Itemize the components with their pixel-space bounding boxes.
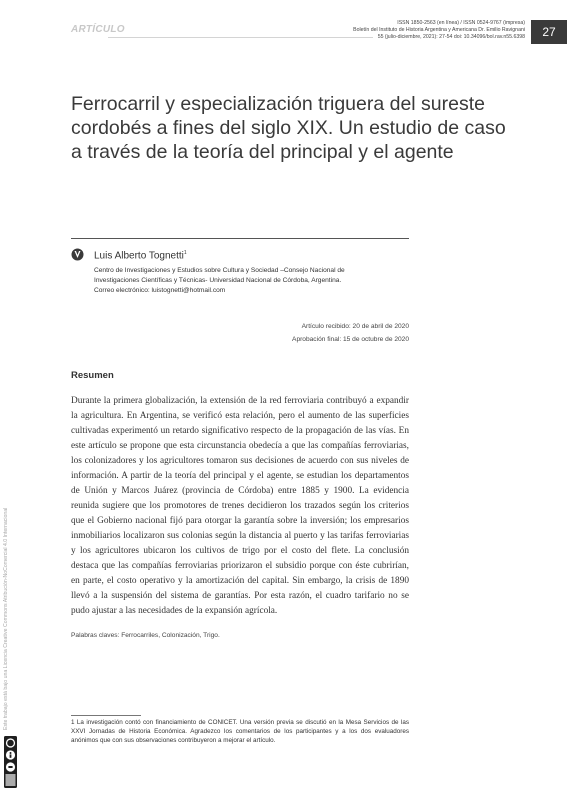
journal-meta <box>325 20 525 41</box>
cc-license-badge-icon[interactable] <box>4 736 17 788</box>
article-title: Ferrocarril y especialización triguera del sureste cordobés a fines del siglo XIX. Un estudio de caso a través de la teoría del principal y el agente <box>71 93 506 163</box>
title-rule <box>71 238 409 239</box>
page-number: 27 <box>531 20 567 44</box>
article-dates <box>292 320 409 346</box>
journal-meta-issue: 55 (julio-diciembre, 2021): 27-54 doi: 10.34096/bol.rav.n55.6398 <box>377 34 525 40</box>
keywords: Palabras claves: Ferrocarriles, Colonización, Trigo. <box>71 632 220 639</box>
author-icon <box>71 248 84 261</box>
journal-meta-journal: Boletín del Instituto de Historia Argentina y Americana Dr. Emilio Ravignani <box>353 27 525 33</box>
author-name <box>94 250 187 261</box>
license-text: Este trabajo está bajo una Licencia Creative Commons Atribución-NoComercial 4.0 Internacional <box>3 507 9 730</box>
footnote-rule <box>71 715 141 716</box>
date-approved: Aprobación final: 15 de octubre de 2020 <box>292 336 409 343</box>
author-email[interactable]: Correo electrónico: luistognetti@hotmail.com <box>94 287 226 294</box>
footnote: 1 La investigación contó con financiamiento de CONICET. Una versión previa se discutió en la Mesa Servicios de las XXVI Jornadas de Historia Económica. Agradezco los comentarios de los participantes y a los dos evaluadores anónimos que con sus observaciones contribuyeron a mejorar el artículo. <box>71 719 409 744</box>
date-received: Artículo recibido: 20 de abril de 2020 <box>301 323 409 330</box>
journal-meta-issn: ISSN 1850-2563 (en línea) / ISSN 0524-9767 (impresa) <box>397 20 525 26</box>
author-affiliation <box>94 266 394 296</box>
affiliation-line: Investigaciones Científicas y Técnicas- Universidad Nacional de Córdoba, Argentina. <box>94 277 342 284</box>
abstract-heading: Resumen <box>71 370 114 381</box>
abstract-text: Durante la primera globalización, la extensión de la red ferroviaria contribuyó a expandir la agricultura. En Argentina, se verificó esta relación, pero el aumento de las superficies cultivadas experimentó un retardo significativo respecto de la propagación de las vías. En este artículo se propone que esta circunstancia obedecía a que las compañías ferroviarias, los colonizadores y los agricultores tomaron sus decisiones de acuerdo con sus niveles de información. A partir de la teoría del principal y el agente, se estudian los departamentos de Unión y Marcos Juárez (provincia de Córdoba) entre 1885 y 1900. La evidencia reunida sugiere que los promotores de trenes decidieron los trazados según los criterios que el Gobierno nacional fijó para otorgar la garantía sobre la inversión; los empresarios inmobiliarios localizaron sus colonias según la distancia al puerto y las tarifas ferroviarias y los agricultores ubicaron los cultivos de trigo por el costo del flete. La conclusión destaca que las compañías ferroviarias priorizaron el subsidio porque con éste cubrirían, en parte, el costo operativo y la amortización del capital. Sin embargo, la crisis de 1890 llevó a la suspensión del sistema de garantías. Por esta razón, el cuadro tarifario no se pudo ajustar a las necesidades de la expansión agrícola. <box>71 396 409 616</box>
author-footnote-mark[interactable]: 1 <box>183 250 187 256</box>
affiliation-line: Centro de Investigaciones y Estudios sobre Cultura y Sociedad –Consejo Nacional de <box>94 267 345 274</box>
author-name-text: Luis Alberto Tognetti <box>94 250 184 262</box>
section-tag: ARTÍCULO <box>71 24 125 35</box>
